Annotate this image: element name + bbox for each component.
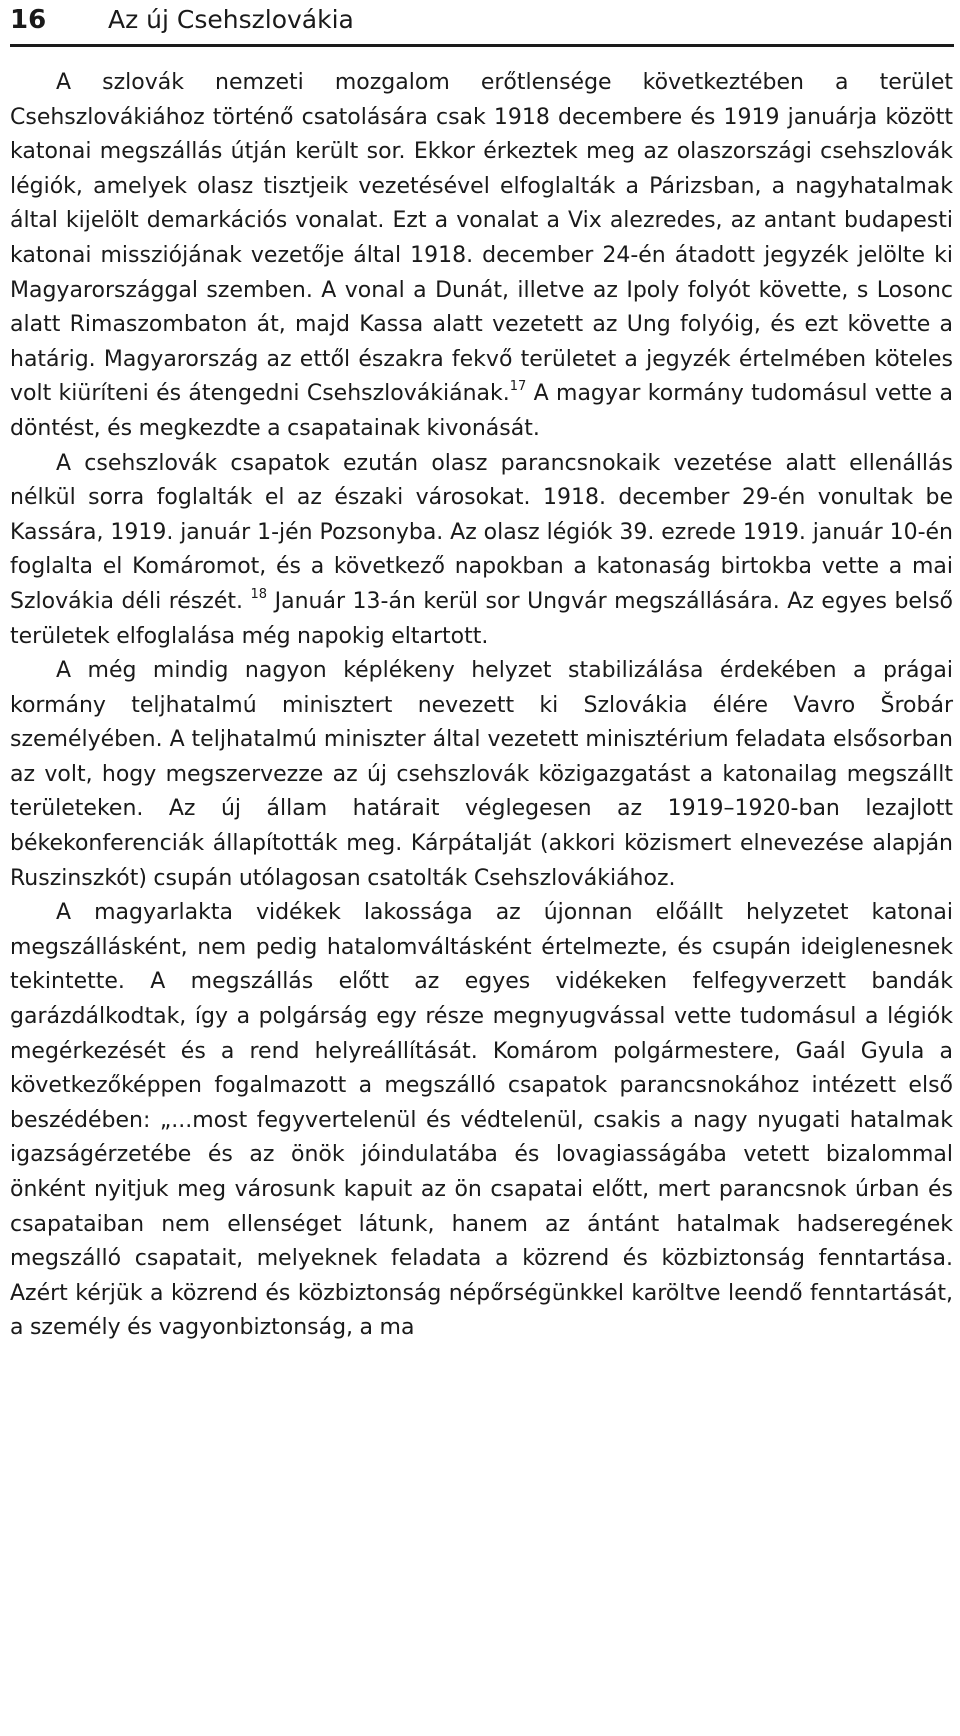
footnote-ref-17: 17 — [509, 379, 527, 395]
page-header — [10, 0, 954, 47]
paragraph-4 — [10, 896, 953, 1346]
footnote-ref-18: 18 — [250, 586, 268, 602]
paragraph-2-text-a: A csehszlovák csapatok ezután olasz parancsnokaik vezetése alatt ellenállás nélkül sorra foglalták el az északi városokat. 1918. december 29-én vonultak be Kassára, 1919. január 1-jén Pozsonyba. Az olasz légiók 39. ezrede 1919. január 10-én foglalta el Komáromot, és a következő napokban a katonaság birtokba vette a mai Szlovákia déli részét. — [10, 450, 953, 614]
paragraph-3 — [10, 654, 953, 896]
paragraph-1-text-a: A szlovák nemzeti mozgalom erőtlensége következtében a terület Csehszlovákiához történő csatolására csak 1918 decembere és 1919 januárja között katonai megszállás útján került sor. Ekkor érkeztek meg az olaszországi csehszlovák légiók, amelyek olasz tisztjeik vezetésével elfoglalták a Párizsban, a nagyhatalmak által kijelölt demarkációs vonalat. Ezt a vonalat a Vix alezredes, az antant budapesti katonai missziójának vezetője által 1918. december 24-én átadott jegyzék jelölte ki Magyarországgal szemben. A vonal a Dunát, illetve az Ipoly folyót követte, s Losonc alatt Rimaszombaton át, majd Kassa alatt vezetett az Ung folyóig, és ezt követte a határig. Magyarország az ettől északra fekvő területet a jegyzék értelmében köteles volt kiüríteni és átengedni Csehszlovákiának. — [10, 70, 953, 407]
paragraph-1-text-b: A magyar kormány tudomásul vette a döntést, és megkezdte a csapatainak kivonását. — [10, 381, 953, 441]
paragraph-1 — [10, 66, 953, 447]
body-text — [10, 66, 953, 1346]
paragraph-2 — [10, 447, 953, 655]
paragraph-3-text: A még mindig nagyon képlékeny helyzet stabilizálása érdekében a prágai kormány teljhatalmú minisztert nevezett ki Szlovákia élére Vavro Šrobár személyében. A teljhatalmú miniszter által vezetett minisztérium feladata elsősorban az volt, hogy megszervezze az új csehszlovák közigazgatást a katonailag megszállt területeken. Az új állam határait véglegesen az 1919–1920-ban lezajlott békekonferenciák állapították meg. Kárpátalját (akkori közismert elnevezése alapján Ruszinszkót) csupán utólagosan csatolták Csehszlovákiához. — [10, 658, 953, 891]
paragraph-2-text-b: Január 13-án kerül sor Ungvár megszállására. Az egyes belső területek elfoglalása még napokig eltartott. — [10, 588, 953, 649]
paragraph-4-text: A magyarlakta vidékek lakossága az újonnan előállt helyzetet katonai megszállásként, nem pedig hatalomváltásként értelmezte, és csupán ideiglenesnek tekintette. A megszállás előtt az egyes vidékeken felfegyverzett bandák garázdálkodtak, így a polgárság egy része megnyugvással vette tudomásul a légiók megérkezését és a rend helyreállítását. Komárom polgármestere, Gaál Gyula a következőképpen fogalmazott a megszálló csapatok parancsnokához intézett első beszédében: „...most fegyvertelenül és védtelenül, csakis a nagy nyugati hatalmak igazságérzetébe és az önök jóindulatába és lovagiasságába vetett bizalommal önként nyitjuk meg városunk kapuit az ön csapatai előtt, mert parancsnok úrban és csapataiban nem ellenséget látunk, hanem az ántánt hatalmak hadseregének megszálló csapatait, melyeknek feladata a közrend és közbiztonság fenntartása. Azért kérjük a közrend és közbiztonság népőrségünkkel karöltve leendő fenntartását, a személy és vagyonbiztonság, a ma — [10, 900, 953, 1341]
running-title: Az új Csehszlovákia — [108, 5, 354, 34]
page-number: 16 — [10, 5, 47, 35]
